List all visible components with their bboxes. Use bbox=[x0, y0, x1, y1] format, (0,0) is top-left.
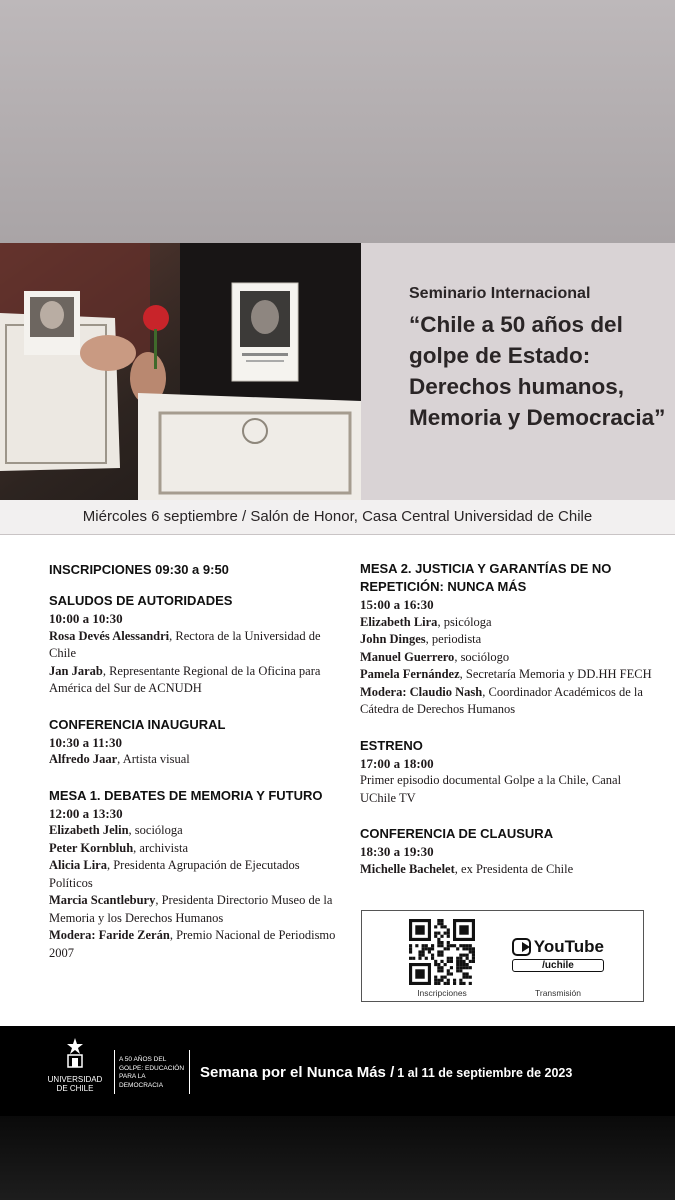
speaker-entry bbox=[360, 684, 660, 719]
speaker-role: , psicóloga bbox=[437, 614, 492, 629]
section-heading: MESA 2. JUSTICIA Y GARANTÍAS DE NO REPETICIÓN: NUNCA MÁS bbox=[360, 561, 612, 594]
speaker-role: , Rectora de la Universidad de Chile bbox=[49, 628, 321, 660]
youtube-label: Transmisión bbox=[535, 988, 581, 998]
spacer bbox=[360, 807, 660, 825]
event-poster bbox=[0, 243, 675, 1116]
speaker-entry bbox=[360, 631, 660, 649]
program-right-column bbox=[360, 560, 660, 878]
program-section bbox=[360, 737, 660, 808]
speaker-name: Elizabeth Lira bbox=[360, 614, 438, 629]
university-crest-icon bbox=[63, 1038, 87, 1068]
university-logo bbox=[46, 1038, 104, 1093]
speaker-entry bbox=[49, 822, 339, 840]
speaker-entry bbox=[49, 663, 339, 698]
section-time: 15:00 a 16:30 bbox=[360, 597, 434, 612]
section-time: 10:00 a 10:30 bbox=[49, 611, 123, 626]
speaker-name: Elizabeth Jelin bbox=[49, 823, 129, 837]
spacer bbox=[49, 769, 339, 787]
speaker-role: , Representante Regional de la Oficina para América del Sur de ACNUDH bbox=[49, 663, 321, 695]
spacer bbox=[360, 719, 660, 737]
section-heading: INSCRIPCIONES 09:30 a 9:50 bbox=[49, 562, 229, 577]
event-title: “Chile a 50 años del golpe de Estado: Derechos humanos, Memoria y Democracia” bbox=[409, 312, 666, 430]
speaker-entry bbox=[49, 927, 339, 962]
speaker-role: , periodista bbox=[425, 632, 482, 646]
speaker-name: Modera: Claudio Nash bbox=[360, 684, 483, 699]
speaker-name: Rosa Devés Alessandri bbox=[49, 628, 170, 643]
youtube-channel: /uchile bbox=[512, 959, 604, 972]
section-heading: CONFERENCIA DE CLAUSURA bbox=[360, 826, 554, 841]
speaker-role: , Secretaría Memoria y DD.HH FECH bbox=[459, 667, 652, 681]
footer-divider bbox=[114, 1050, 115, 1094]
seminar-label: Seminario Internacional bbox=[409, 285, 591, 302]
speaker-entry bbox=[360, 614, 660, 632]
program-section bbox=[360, 560, 660, 719]
program-section bbox=[360, 825, 660, 878]
speaker-entry bbox=[49, 751, 339, 769]
program-section bbox=[49, 592, 339, 698]
speaker-entry bbox=[360, 861, 660, 879]
speaker-role: , socióloga bbox=[128, 823, 183, 837]
date-location: Miércoles 6 septiembre / Salón de Honor, Casa Central Universidad de Chile bbox=[0, 500, 675, 535]
speaker-role: Primer episodio documental Golpe a la Chile, Canal UChile TV bbox=[360, 773, 622, 805]
speaker-name: Alicia Lira bbox=[49, 858, 107, 872]
speaker-role: , Artista visual bbox=[117, 752, 190, 766]
week-banner bbox=[200, 1064, 572, 1081]
speaker-name: Modera: Faride Zerán bbox=[49, 928, 170, 942]
section-time: 10:30 a 11:30 bbox=[49, 734, 122, 750]
links-box bbox=[361, 910, 644, 1002]
week-dates: 1 al 11 de septiembre de 2023 bbox=[397, 1066, 573, 1080]
top-blurred-background bbox=[0, 0, 675, 243]
program-section bbox=[49, 716, 339, 769]
campaign-label: A 50 AÑOS DEL GOLPE: EDUCACIÓN PARA LA DEMOCRACIA bbox=[119, 1056, 185, 1089]
section-heading: SALUDOS DE AUTORIDADES bbox=[49, 593, 233, 608]
speaker-name: Peter Kornbluh bbox=[49, 840, 134, 855]
footer-divider bbox=[189, 1050, 190, 1094]
youtube-link[interactable] bbox=[512, 937, 604, 972]
qr-label: Inscripciones bbox=[417, 988, 467, 998]
section-time: 18:30 a 19:30 bbox=[360, 844, 434, 859]
speaker-role: , Coordinador Académicos de la Cátedra de Derechos Humanos bbox=[360, 684, 643, 716]
youtube-text: YouTube bbox=[533, 937, 604, 956]
speaker-entry bbox=[49, 857, 339, 892]
speaker-entry bbox=[49, 628, 339, 663]
program-section bbox=[49, 787, 339, 963]
week-title: Semana por el Nunca Más / bbox=[200, 1064, 395, 1081]
speaker-name: John Dinges bbox=[360, 632, 426, 646]
speaker-name: Pamela Fernández bbox=[360, 667, 460, 681]
speaker-entry bbox=[49, 840, 339, 858]
spacer bbox=[49, 579, 339, 592]
program-left-column bbox=[49, 561, 339, 962]
speaker-entry bbox=[360, 649, 660, 667]
footer-bar bbox=[0, 1026, 675, 1116]
section-heading: CONFERENCIA INAUGURAL bbox=[49, 716, 226, 732]
section-heading: MESA 1. DEBATES DE MEMORIA Y FUTURO bbox=[49, 787, 323, 803]
speaker-role: , Premio Nacional de Periodismo 2007 bbox=[49, 928, 336, 960]
speaker-name: Michelle Bachelet bbox=[360, 861, 455, 876]
speaker-name: Marcia Scantlebury bbox=[49, 893, 156, 907]
youtube-play-icon bbox=[512, 938, 531, 956]
speaker-role: , Presidenta Agrupación de Ejecutados Políticos bbox=[49, 858, 300, 890]
speaker-name: Manuel Guerrero bbox=[360, 649, 455, 664]
speaker-name: Jan Jarab bbox=[49, 663, 103, 678]
bottom-blurred-background bbox=[0, 1116, 675, 1200]
speaker-role: , ex Presidenta de Chile bbox=[454, 861, 574, 876]
speaker-role: , Presidenta Directorio Museo de la Memoria y los Derechos Humanos bbox=[49, 893, 333, 925]
spacer bbox=[49, 698, 339, 716]
speaker-entry bbox=[360, 772, 660, 807]
speaker-name: Alfredo Jaar bbox=[49, 752, 118, 766]
speaker-role: , archivista bbox=[133, 840, 188, 855]
title-panel bbox=[361, 243, 675, 500]
section-heading: ESTRENO bbox=[360, 737, 423, 753]
memorial-photo bbox=[0, 243, 361, 500]
speaker-role: , sociólogo bbox=[454, 649, 510, 664]
program-section bbox=[49, 561, 339, 579]
university-name: UNIVERSIDAD DE CHILE bbox=[47, 1075, 103, 1093]
section-time: 12:00 a 13:30 bbox=[49, 805, 123, 821]
speaker-entry bbox=[360, 666, 660, 684]
speaker-entry bbox=[49, 892, 339, 927]
qr-code[interactable] bbox=[409, 919, 475, 985]
section-time: 17:00 a 18:00 bbox=[360, 755, 434, 771]
